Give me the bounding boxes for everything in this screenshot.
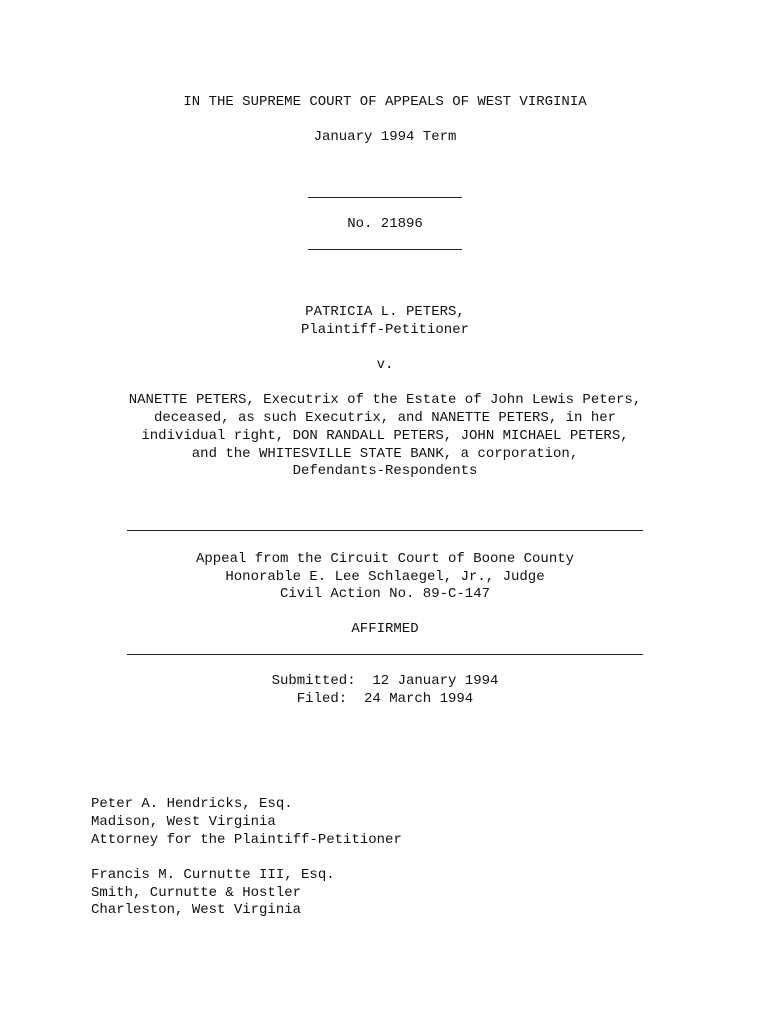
defendants-line: NANETTE PETERS, Executrix of the Estate of John Lewis Peters,: [128, 392, 642, 408]
versus: v.: [376, 357, 394, 373]
counsel-line: Charleston, West Virginia: [91, 902, 302, 918]
defendants-line: and the WHITESVILLE STATE BANK, a corporation,: [191, 446, 579, 462]
submitted-date: Submitted: 12 January 1994: [271, 673, 499, 689]
counsel-line: Smith, Curnutte & Hostler: [91, 885, 302, 901]
appeal-from: Appeal from the Circuit Court of Boone County: [195, 551, 575, 567]
case-number: No. 21896: [347, 216, 423, 232]
term: January 1994 Term: [313, 129, 457, 145]
presiding-judge: Honorable E. Lee Schlaegel, Jr., Judge: [225, 569, 545, 585]
appeal-rule-top: [127, 530, 643, 531]
plaintiff-role: Plaintiff-Petitioner: [300, 322, 470, 338]
civil-action-number: Civil Action No. 89-C-147: [279, 586, 491, 602]
counsel-line: Peter A. Hendricks, Esq.: [91, 796, 293, 812]
plaintiff-name: PATRICIA L. PETERS,: [305, 304, 465, 320]
disposition: AFFIRMED: [351, 621, 419, 637]
counsel-line: Madison, West Virginia: [91, 814, 276, 830]
case-number-rule-bottom: [308, 249, 462, 250]
appeal-rule-bottom: [127, 654, 643, 655]
defendants-role: Defendants-Respondents: [292, 463, 478, 479]
counsel-line: Francis M. Curnutte III, Esq.: [91, 867, 335, 883]
filed-date: Filed: 24 March 1994: [296, 691, 474, 707]
case-number-rule-top: [308, 197, 462, 198]
defendants-line: deceased, as such Executrix, and NANETTE PETERS, in her: [153, 410, 617, 426]
counsel-line: Attorney for the Plaintiff-Petitioner: [91, 832, 402, 848]
court-heading: IN THE SUPREME COURT OF APPEALS OF WEST VIRGINIA: [183, 94, 587, 110]
defendants-line: individual right, DON RANDALL PETERS, JOHN MICHAEL PETERS,: [141, 428, 629, 444]
